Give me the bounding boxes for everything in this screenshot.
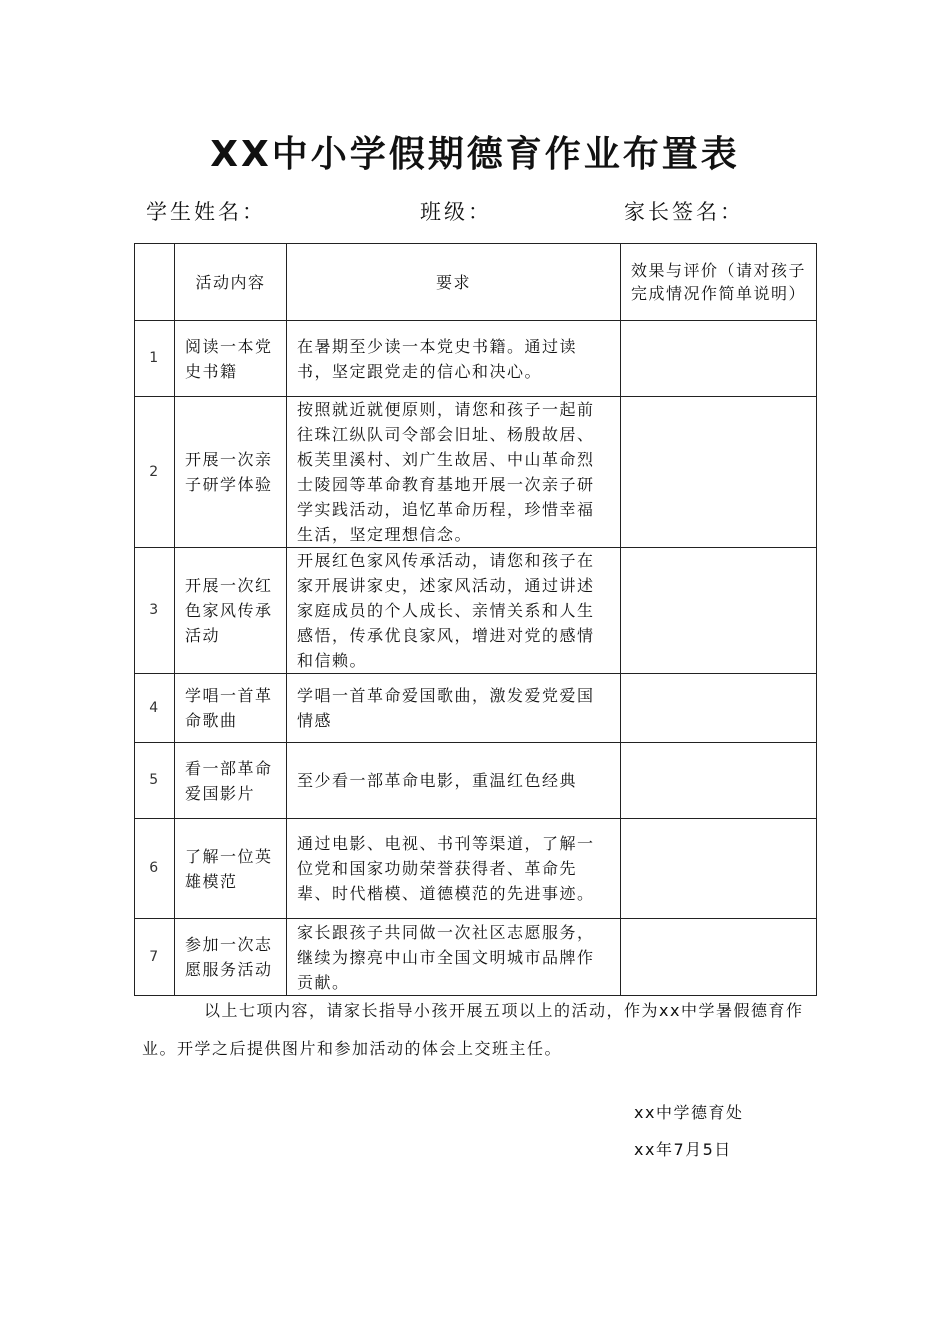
row-num: 7 [135,919,175,996]
assignment-table [134,243,817,996]
row-requirement: 学唱一首革命爱国歌曲，激发爱党爱国情感 [287,674,621,743]
table-header-row [135,244,817,321]
row-activity: 开展一次红色家风传承活动 [175,548,287,674]
header-activity: 活动内容 [175,244,287,321]
table-row [135,674,817,743]
page-title: XX中小学假期德育作业布置表 [210,134,740,175]
instruction-note: 以上七项内容，请家长指导小孩开展五项以上的活动，作为xx中学暑假德育作业。开学之后提供图片和参加活动的体会上交班主任。 [142,1001,804,1058]
row-evaluation[interactable] [621,548,817,674]
table-row [135,548,817,674]
row-num: 6 [135,819,175,919]
row-evaluation[interactable] [621,743,817,819]
row-requirement: 家长跟孩子共同做一次社区志愿服务，继续为擦亮中山市全国文明城市品牌作贡献。 [287,919,621,996]
row-num: 1 [135,321,175,397]
row-activity: 阅读一本党史书籍 [175,321,287,397]
header-num [135,244,175,321]
row-requirement: 开展红色家风传承活动，请您和孩子在家开展讲家史，述家风活动，通过讲述家庭成员的个人成长、亲情关系和人生感悟，传承优良家风，增进对党的感情和信赖。 [287,548,621,674]
row-requirement: 按照就近就便原则，请您和孩子一起前往珠江纵队司令部会旧址、杨殷故居、板芙里溪村、刘广生故居、中山革命烈士陵园等革命教育基地开展一次亲子研学实践活动，追忆革命历程，珍惜幸福生活，坚定理想信念。 [287,397,621,548]
issuing-office: xx中学德育处 [634,1103,744,1122]
row-num: 5 [135,743,175,819]
row-evaluation[interactable] [621,674,817,743]
row-evaluation[interactable] [621,819,817,919]
table-row [135,819,817,919]
row-evaluation[interactable] [621,919,817,996]
row-activity: 了解一位英雄模范 [175,819,287,919]
row-requirement: 至少看一部革命电影，重温红色经典 [287,743,621,819]
student-name-label: 学生姓名： [146,200,266,224]
row-evaluation[interactable] [621,397,817,548]
row-evaluation[interactable] [621,321,817,397]
header-evaluation: 效果与评价（请对孩子完成情况作简单说明） [621,244,817,321]
issue-date: xx年7月5日 [634,1140,732,1159]
parent-signature-label: 家长签名： [624,200,744,224]
header-requirement: 要求 [287,244,621,321]
row-activity: 学唱一首革命歌曲 [175,674,287,743]
table-row [135,919,817,996]
row-activity: 开展一次亲子研学体验 [175,397,287,548]
class-label: 班级： [420,200,492,224]
row-num: 3 [135,548,175,674]
table-row [135,321,817,397]
row-num: 4 [135,674,175,743]
row-activity: 看一部革命爱国影片 [175,743,287,819]
table-row [135,397,817,548]
row-num: 2 [135,397,175,548]
row-activity: 参加一次志愿服务活动 [175,919,287,996]
row-requirement: 通过电影、电视、书刊等渠道，了解一位党和国家功勋荣誉获得者、革命先辈、时代楷模、道德模范的先进事迹。 [287,819,621,919]
table-row [135,743,817,819]
row-requirement: 在暑期至少读一本党史书籍。通过读书，坚定跟党走的信心和决心。 [287,321,621,397]
